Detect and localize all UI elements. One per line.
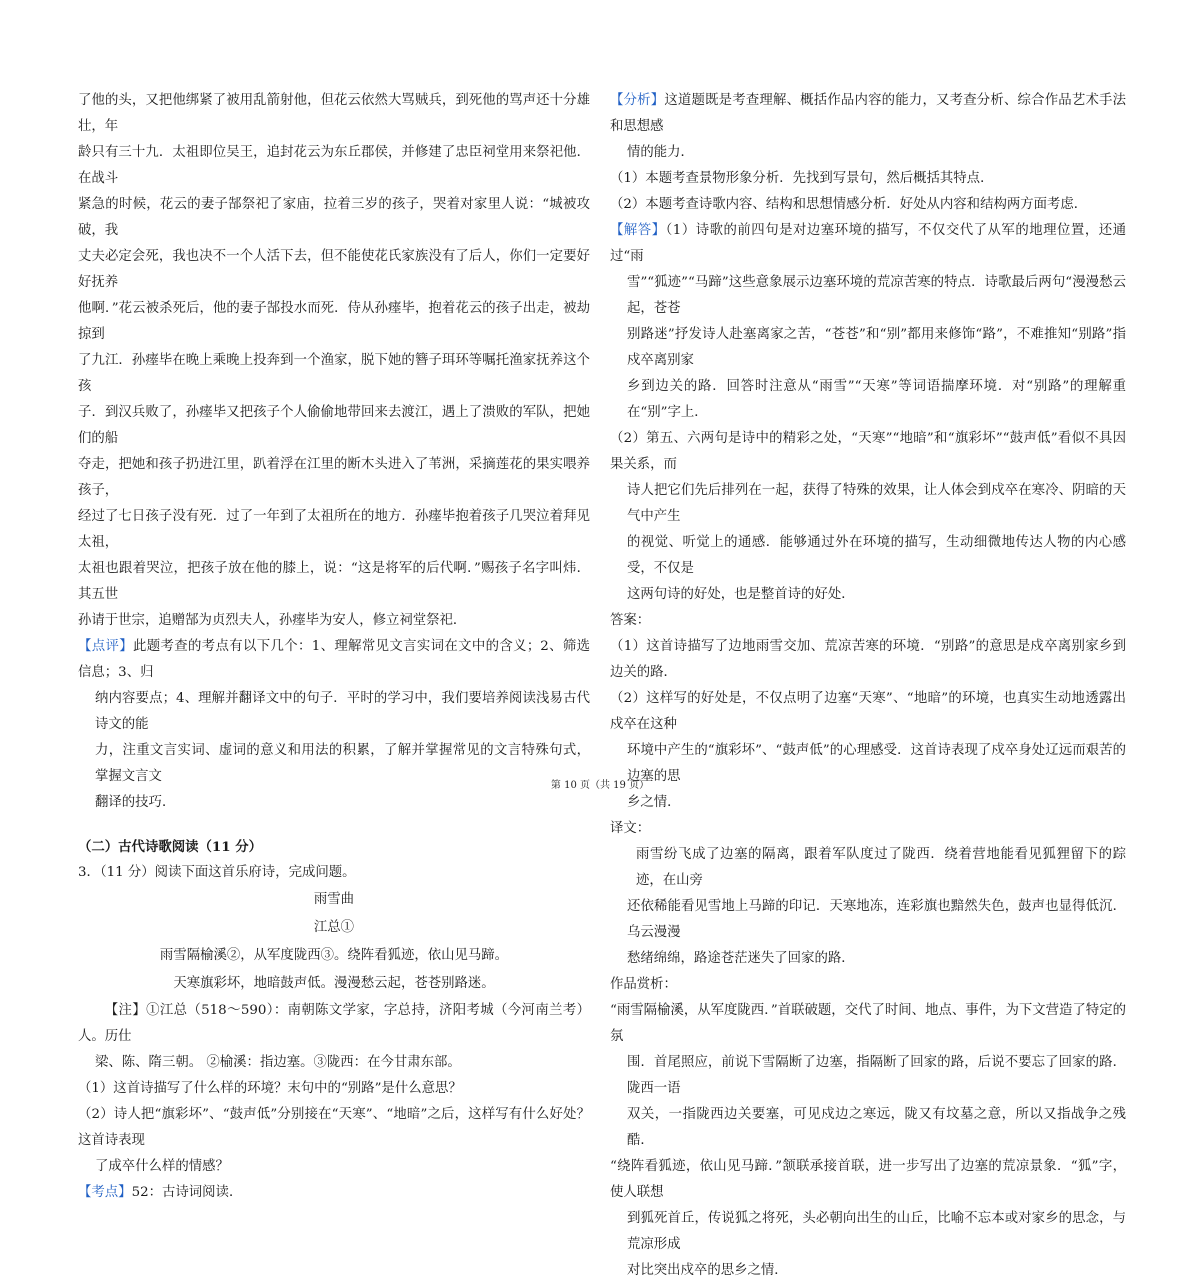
story-line: 太祖也跟着哭泣，把孩子放在他的膝上，说：“这是将军的后代啊．”赐孩子名字叫炜．其五世 bbox=[78, 561, 590, 602]
question-2-line: （2）诗人把“旗彩坏”、“鼓声低”分别接在“天寒”、“地暗”之后，这样写有什么好处？这首诗表现 bbox=[78, 1107, 590, 1148]
story-line: 孙请于世宗，追赠郜为贞烈夫人，孙瘗毕为安人，修立祠堂祭祀． bbox=[78, 613, 467, 628]
fenxi-line: 情的能力． bbox=[627, 145, 694, 160]
poem-line: 雨雪隔榆溪②，从军度陇西③。绕阵看狐迹，依山见马蹄。 bbox=[159, 948, 509, 963]
shangxi-line: 对比突出戍卒的思乡之情． bbox=[627, 1263, 788, 1278]
story-line: 子．到汉兵败了，孙瘗毕又把孩子个人偷偷地带回来去渡江，遇上了溃败的军队，把她们的船 bbox=[78, 405, 590, 446]
kaodian-text: 52：古诗词阅读． bbox=[131, 1185, 243, 1200]
jieda-line: 别路迷”抒发诗人赴塞离家之苦，“苍苍”和“别”都用来修饰“路”，不难推知“别路”指戍卒离别家 bbox=[627, 327, 1126, 368]
left-column bbox=[78, 88, 590, 1206]
shangxi-line: 双关，一指陇西边关要塞，可见戍边之寒远，陇又有坟墓之意，所以又指战争之残酷． bbox=[627, 1107, 1126, 1148]
answer-label: 答案： bbox=[610, 613, 651, 628]
question-2-line: 了成卒什么样的情感？ bbox=[95, 1159, 229, 1174]
fenxi-point-2: （2）本题考查诗歌内容、结构和思想情感分析．好处从内容和结构两方面考虑． bbox=[610, 197, 1088, 212]
question-2 bbox=[78, 1102, 590, 1180]
dianping-line: 力，注重文言实词、虚词的意义和用法的积累，了解并掌握常见的文言特殊句式，掌握文言文 bbox=[95, 743, 590, 784]
shangxi-label: 作品赏析： bbox=[610, 977, 677, 992]
yiwen-line: 愁绪绵绵，路途苍茫迷失了回家的路． bbox=[627, 951, 855, 966]
kaodian-tag: 【考点】 bbox=[78, 1185, 132, 1200]
yiwen-line: 雨雪纷飞成了边塞的隔离，跟着军队度过了陇西．绕着营地能看见狐狸留下的踪迹，在山旁 bbox=[636, 847, 1126, 888]
poem bbox=[78, 886, 590, 998]
dianping-line bbox=[78, 634, 590, 686]
yiwen-line: 还依稀能看见雪地上马蹄的印记．天寒地冻，连彩旗也黯然失色，鼓声也显得低沉．乌云漫漫 bbox=[627, 899, 1126, 940]
fenxi-block bbox=[610, 88, 1126, 218]
story-line: 经过了七日孩子没有死．过了一年到了太祖所在的地方．孙瘗毕抱着孩子几哭泣着拜见太祖， bbox=[78, 509, 590, 550]
jieda-line: 的视觉、听觉上的通感．能够通过外在环境的描写，生动细微地传达人物的内心感受，不仅是 bbox=[627, 535, 1126, 576]
note-line: 【注】①江总（518～590）：南朝陈文学家，字总持，济阳考城（今河南兰考）人。历仕 bbox=[78, 1003, 590, 1044]
shangxi-line: 到狐死首丘，传说狐之将死，头必朝向出生的山丘，比喻不忘本或对家乡的思念，与荒凉形成 bbox=[627, 1211, 1126, 1252]
fenxi-text: 这道题既是考查理解、概括作品内容的能力，又考查分析、综合作品艺术手法和思想感 bbox=[610, 93, 1127, 134]
story-line: 丈夫必定会死，我也决不一个人活下去，但不能使花氏家族没有了后人，你们一定要好好抚养 bbox=[78, 249, 590, 290]
dianping-text: 此题考查的考点有以下几个：1、理解常见文言实词在文中的含义；2、筛选信息；3、归 bbox=[78, 639, 590, 680]
shangxi-line: “雨雪隔榆溪，从军度陇西．”首联破题，交代了时间、地点、事件，为下文营造了特定的氛 bbox=[610, 1003, 1126, 1044]
poem-line: 天寒旗彩坏，地暗鼓声低。漫漫愁云起，苍苍别路迷。 bbox=[173, 976, 495, 991]
story-line: 了他的头，又把他绑紧了被用乱箭射他，但花云依然大骂贼兵，到死他的骂声还十分雄壮，年 bbox=[78, 93, 590, 134]
story-line: 夺走，把她和孩子扔进江里，趴着浮在江里的断木头进入了苇洲，采摘莲花的果实喂养孩子， bbox=[78, 457, 590, 498]
dianping-line: 翻译的技巧． bbox=[95, 795, 176, 810]
shangxi-line: “绕阵看狐迹，依山见马蹄．”颔联承接首联，进一步写出了边塞的荒凉景象．“狐”字，使人联想 bbox=[610, 1159, 1126, 1200]
jieda-line: 雪”“狐迹”“马蹄”这些意象展示边塞环境的荒凉苦寒的特点．诗歌最后两句“漫漫愁云起，苍苍 bbox=[627, 275, 1126, 316]
jieda-line: 乡到边关的路．回答时注意从“雨雪”“天寒”等词语揣摩环境．对“别路”的理解重在“别”字上． bbox=[627, 379, 1126, 420]
question-1: （1）这首诗描写了什么样的环境？末句中的“别路”是什么意思？ bbox=[78, 1081, 462, 1096]
page-footer: 第 10 页（共 19 页） bbox=[550, 780, 650, 791]
kaodian-line bbox=[78, 1180, 590, 1206]
answer-2-line: （2）这样写的好处是，不仅点明了边塞“天寒”、“地暗”的环境，也真实生动地透露出戍卒在这种 bbox=[610, 691, 1126, 732]
jieda-line: （2）第五、六两句是诗中的精彩之处，“天寒”“地暗”和“旗彩坏”“鼓声低”看似不具因果关系，而 bbox=[610, 431, 1126, 472]
story-line: 龄只有三十九．太祖即位吴王，追封花云为东丘郡侯，并修建了忠臣祠堂用来祭祀他．在战斗 bbox=[78, 145, 590, 186]
story-line: 紧急的时候，花云的妻子郜祭祀了家庙，拉着三岁的孩子，哭着对家里人说：“城被攻破，我 bbox=[78, 197, 590, 238]
dianping-line: 纳内容要点；4、理解并翻译文中的句子．平时的学习中，我们要培养阅读浅易古代诗文的能 bbox=[95, 691, 590, 732]
story-translation bbox=[78, 88, 590, 634]
dianping-tag: 【点评】 bbox=[78, 639, 133, 654]
answer-2-line: 乡之情． bbox=[627, 795, 681, 810]
answer-1: （1）这首诗描写了边地雨雪交加、荒凉苦寒的环境．“别路”的意思是戍卒离别家乡到边关的路． bbox=[610, 639, 1126, 680]
jieda-text: （1）诗歌的前四句是对边塞环境的描写，不仅交代了从军的地理位置，还通过“雨 bbox=[610, 223, 1126, 264]
answer-2-line: 环境中产生的“旗彩坏”、“鼓声低”的心理感受．这首诗表现了戍卒身处辽远而艰苦的边塞的思 bbox=[627, 743, 1126, 784]
story-line: 了九江．孙瘗毕在晚上乘晚上投奔到一个渔家，脱下她的簪子珥环等嘱托渔家抚养这个孩 bbox=[78, 353, 590, 394]
jieda-block bbox=[610, 218, 1126, 608]
question-intro: 3．（11 分）阅读下面这首乐府诗，完成问题。 bbox=[78, 865, 356, 880]
jieda-line bbox=[610, 218, 1126, 270]
poem-author: 江总① bbox=[313, 920, 355, 935]
fenxi-point-1: （1）本题考查景物形象分析．先找到写景句，然后概括其特点． bbox=[610, 171, 994, 186]
fenxi-line bbox=[610, 88, 1126, 140]
yiwen-block bbox=[610, 816, 1126, 972]
right-column bbox=[610, 88, 1126, 1284]
note-line: 梁、陈、隋三朝。 ②榆溪：指边塞。③陇西：在今甘肃东部。 bbox=[95, 1055, 461, 1070]
spacer bbox=[78, 816, 590, 834]
shangxi-block bbox=[610, 972, 1126, 1284]
poem-title: 雨雪曲 bbox=[313, 892, 355, 907]
poem-notes bbox=[78, 998, 590, 1076]
jieda-line: 诗人把它们先后排列在一起，获得了特殊的效果，让人体会到戍卒在寒冷、阴暗的天气中产生 bbox=[627, 483, 1126, 524]
story-line: 他啊．”花云被杀死后，他的妻子郜投水而死．侍从孙瘗毕，抱着花云的孩子出走，被劫掠到 bbox=[78, 301, 590, 342]
yiwen-label: 译文： bbox=[610, 821, 651, 836]
jieda-tag: 【解答】 bbox=[610, 223, 666, 238]
jieda-line: 这两句诗的好处，也是整首诗的好处． bbox=[627, 587, 855, 602]
section-title: （二）古代诗歌阅读（11 分） bbox=[78, 839, 262, 855]
fenxi-tag: 【分析】 bbox=[610, 93, 665, 108]
shangxi-line: 围．首尾照应，前说下雪隔断了边塞，指隔断了回家的路，后说不要忘了回家的路．陇西一语 bbox=[627, 1055, 1126, 1096]
